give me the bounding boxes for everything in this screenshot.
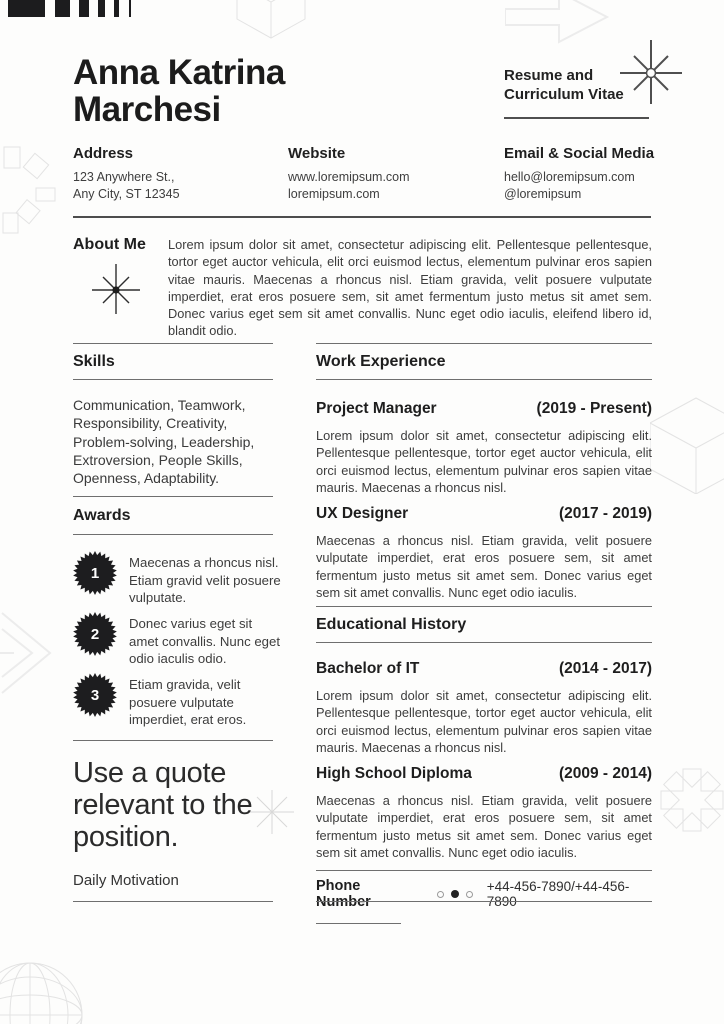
award-item xyxy=(73,551,281,607)
name-line2: Marchesi xyxy=(73,90,221,129)
divider xyxy=(73,740,273,741)
degree-dates: (2009 - 2014) xyxy=(558,765,652,782)
barcode-decoration xyxy=(8,0,131,17)
about-me-heading: About Me xyxy=(73,236,146,253)
work-experience-heading: Work Experience xyxy=(316,353,446,370)
skills-list: Communication, Teamwork, Responsibility, Creativity, Problem-solving, Leadership, Extroversion, People Skills, Openness, Adaptability. xyxy=(73,397,255,487)
page-title xyxy=(73,54,285,128)
divider xyxy=(316,606,652,607)
dots-separator-icon xyxy=(437,890,473,898)
skills-heading: Skills xyxy=(73,353,115,370)
award-number: 1 xyxy=(90,564,100,582)
arrow-right-icon xyxy=(505,0,617,48)
contact-website xyxy=(288,145,493,202)
awards-heading: Awards xyxy=(73,507,131,524)
flower-star-icon xyxy=(652,763,724,859)
quote-caption: Daily Motivation xyxy=(73,872,179,889)
about-me-text: Lorem ipsum dolor sit amet, consectetur adipiscing elit. Pellentesque pellentesque, tortor eget auctor vehicula, elit orci euismod lectus, elementum pulvinar eros sapien vitae mauris. Maecenas a rhoncus nisl. Etiam gravida, velit posuere vulputate imperdiet, erat eros posuere sem, sit amet fermentum justo metus sit amet sem. Donec varius eget sem sit amet convallis. Nunc eget odio iaculis, eleifend libero id, blandit odio. xyxy=(168,237,652,339)
divider xyxy=(504,117,649,119)
website-url[interactable]: www.loremipsum.com xyxy=(288,170,410,184)
award-badge-3 xyxy=(73,673,117,717)
divider xyxy=(316,343,652,344)
divider xyxy=(316,379,652,380)
degree-description: Lorem ipsum dolor sit amet, consectetur adipiscing elit. Pellentesque pellentesque, tortor eget auctor vehicula, elit orci euismod lectus, elementum pulvinar eros sapien vitae mauris. Maecenas a rhoncus nisl. xyxy=(316,688,652,755)
contact-email xyxy=(504,145,709,202)
education-heading: Educational History xyxy=(316,616,467,633)
degree-title: Bachelor of IT xyxy=(316,660,420,677)
name-line1: Anna Katrina xyxy=(73,53,285,92)
confetti-icon xyxy=(0,143,66,243)
award-item xyxy=(73,673,281,729)
email-label: Email & Social Media xyxy=(504,145,655,162)
phone-row xyxy=(316,878,652,910)
job-title: Project Manager xyxy=(316,400,437,417)
globe-icon xyxy=(0,960,102,1024)
job-dates: (2017 - 2019) xyxy=(558,505,652,522)
divider xyxy=(73,343,273,344)
award-text: Donec varius eget sit amet convallis. Nunc eget odio iaculis odio. xyxy=(129,616,280,666)
divider xyxy=(73,534,273,535)
job-dates: (2019 - Present) xyxy=(536,400,652,417)
divider xyxy=(73,216,651,218)
sparkle-thin-icon xyxy=(248,788,296,836)
job-title-row xyxy=(316,400,652,418)
address-line1: 123 Anywhere St., xyxy=(73,170,175,184)
email-address[interactable]: hello@loremipsum.com xyxy=(504,170,635,184)
phone-number[interactable]: +44-456-7890/+44-456-7890 xyxy=(486,879,630,909)
job-description: Maecenas a rhoncus nisl. Etiam gravida, velit posuere vulputate imperdiet, erat eros posuere sem, sit amet fermentum justo metus sit amet sem. Donec varius eget sem sit amet convallis. Nunc eget odio iaculis. xyxy=(316,533,652,600)
education-title-row xyxy=(316,765,652,783)
website-url-2[interactable]: loremipsum.com xyxy=(288,186,380,201)
quote-text: Use a quote relevant to the position. xyxy=(73,757,253,853)
cube-icon xyxy=(650,396,724,494)
job-title: UX Designer xyxy=(316,505,409,522)
job-title-row xyxy=(316,505,652,523)
cube-icon xyxy=(233,0,309,40)
award-text: Maecenas a rhoncus nisl. Etiam gravid velit posuere vulputate. xyxy=(129,555,281,605)
divider-short xyxy=(316,923,401,924)
arrow-left-decoration-icon xyxy=(0,605,62,701)
sparkle-icon xyxy=(614,38,690,110)
award-text: Etiam gravida, velit posuere vulputate imperdiet, erat eros. xyxy=(129,677,247,727)
sparkle-icon xyxy=(88,260,144,318)
address-label: Address xyxy=(73,145,134,162)
document-type-label: Resume and Curriculum Vitae xyxy=(504,67,624,103)
divider xyxy=(316,901,652,902)
award-item xyxy=(73,612,281,668)
divider xyxy=(73,379,273,380)
award-badge-2 xyxy=(73,612,117,656)
social-handle[interactable]: @loremipsum xyxy=(504,186,582,201)
divider xyxy=(73,496,273,497)
award-number: 3 xyxy=(90,686,100,704)
education-title-row xyxy=(316,660,652,678)
degree-title: High School Diploma xyxy=(316,765,472,782)
contact-address xyxy=(73,145,278,202)
website-label: Website xyxy=(288,145,346,162)
divider xyxy=(316,642,652,643)
address-line2: Any City, ST 12345 xyxy=(73,186,180,201)
divider xyxy=(316,870,652,871)
degree-dates: (2014 - 2017) xyxy=(558,660,652,677)
job-description: Lorem ipsum dolor sit amet, consectetur adipiscing elit. Pellentesque pellentesque, tortor eget auctor vehicula, elit orci euismod lectus, elementum pulvinar eros sapien vitae mauris. Maecenas a rhoncus nisl. xyxy=(316,428,652,495)
degree-description: Maecenas a rhoncus nisl. Etiam gravida, velit posuere vulputate imperdiet, erat eros posuere sem, sit amet fermentum justo metus sit amet sem. Donec varius eget sem sit amet convallis. Nunc eget odio iaculis. xyxy=(316,793,652,860)
award-badge-1 xyxy=(73,551,117,595)
divider xyxy=(73,901,273,902)
award-number: 2 xyxy=(90,625,100,643)
phone-label: Phone Number xyxy=(316,878,371,910)
